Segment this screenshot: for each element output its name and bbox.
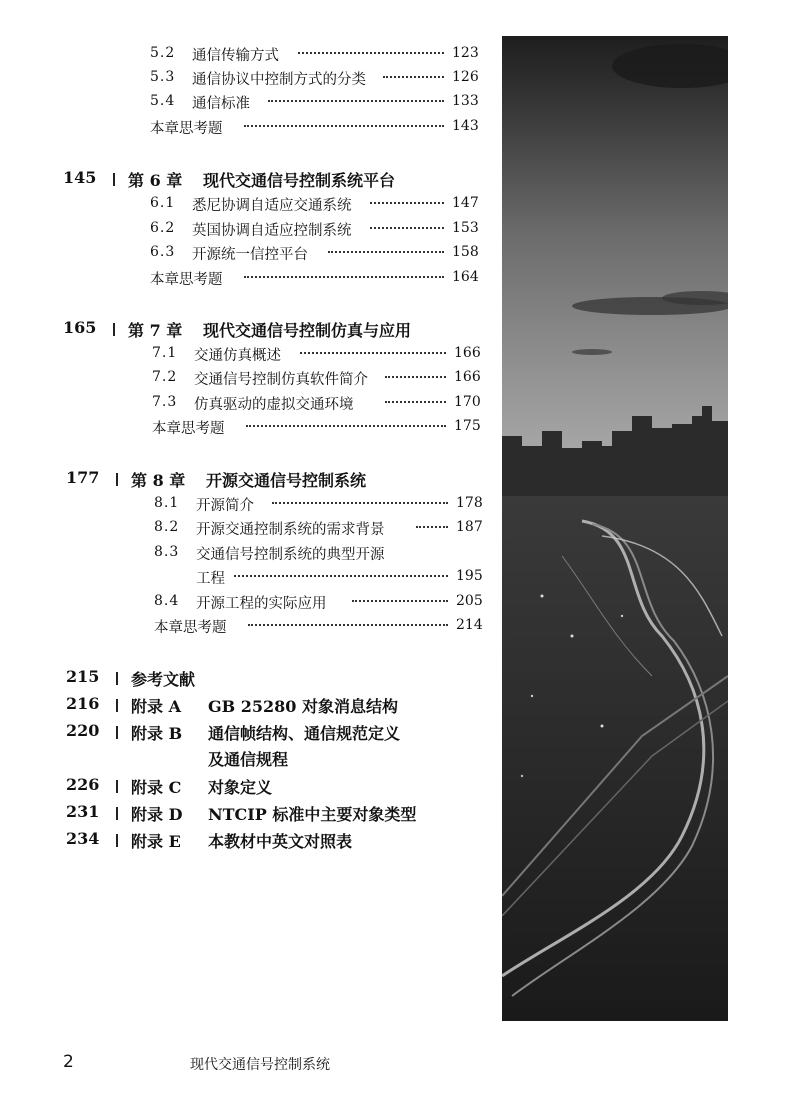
separator-bar (116, 726, 118, 739)
page-number: 175 (454, 418, 481, 434)
toc-review-ch8[interactable] (0, 615, 500, 639)
appendix-title: 对象定义 (208, 778, 273, 797)
review-title: 本章思考题 (152, 421, 225, 437)
chapter-page-number: 220 (66, 721, 100, 740)
chapter-page-number: 215 (66, 667, 100, 686)
section-number: 5.3 (150, 69, 176, 85)
toc-item-7-3[interactable] (0, 392, 500, 416)
separator-bar (116, 780, 118, 793)
page-number: 147 (452, 195, 479, 211)
toc-item-6-3[interactable] (0, 242, 500, 266)
section-title: 仿真驱动的虚拟交通环境 (194, 397, 354, 413)
dot-leader (385, 376, 446, 378)
section-title: 通信标准 (192, 96, 250, 112)
dot-leader (300, 352, 446, 354)
section-title: 交通仿真概述 (194, 348, 281, 364)
dot-leader (385, 401, 446, 403)
chapter-page-number: 177 (66, 468, 100, 487)
appendix-label: 附录 A (131, 697, 181, 716)
section-number: 6.3 (150, 244, 176, 260)
section-title: 交通信号控制仿真软件简介 (194, 372, 368, 388)
page-number: 214 (456, 617, 483, 633)
appendix-title: 通信帧结构、通信规范定义 (208, 724, 401, 743)
page-number: 178 (456, 495, 483, 511)
footer-book-title: 现代交通信号控制系统 (190, 1057, 330, 1073)
toc-appendix-e[interactable] (0, 829, 500, 853)
dot-leader (244, 276, 444, 278)
dot-leader (328, 251, 444, 253)
toc-appendix-c[interactable] (0, 775, 500, 799)
appendix-label: 附录 B (131, 724, 183, 743)
page-number: 123 (452, 45, 479, 61)
appendix-title: NTCIP 标准中主要对象类型 (208, 805, 417, 824)
section-number: 5.2 (150, 45, 176, 61)
dot-leader (298, 52, 444, 54)
dot-leader (370, 227, 444, 229)
section-title: 悉尼协调自适应交通系统 (192, 198, 352, 214)
page-number: 133 (452, 93, 479, 109)
section-number: 5.4 (150, 93, 176, 109)
chapter-page-number: 216 (66, 694, 100, 713)
section-title-cont: 工程 (196, 571, 225, 587)
chapter-label: 第 6 章 (128, 171, 183, 190)
dot-leader (268, 100, 444, 102)
chapter-page-number: 145 (63, 168, 97, 187)
toc-item-7-1[interactable] (0, 343, 500, 367)
separator-bar (116, 473, 118, 486)
review-title: 本章思考题 (154, 620, 227, 636)
dot-leader (246, 425, 446, 427)
toc-appendix-b-cont[interactable] (0, 747, 500, 771)
toc-item-5-4[interactable] (0, 91, 500, 115)
toc-item-5-3[interactable] (0, 67, 500, 91)
page-number: 166 (454, 369, 481, 385)
page-number: 126 (452, 69, 479, 85)
toc-item-8-3[interactable] (0, 542, 500, 566)
section-number: 8.1 (154, 495, 180, 511)
toc-references[interactable] (0, 667, 500, 691)
separator-bar (116, 834, 118, 847)
section-title: 开源交通控制系统的需求背景 (196, 522, 385, 538)
toc-chapter-8[interactable] (0, 468, 500, 492)
separator-bar (113, 173, 115, 186)
chapter-title: 开源交通信号控制系统 (206, 471, 367, 490)
chapter-title: 现代交通信号控制仿真与应用 (203, 321, 412, 340)
toc-review-ch5[interactable] (0, 116, 500, 140)
separator-bar (116, 672, 118, 685)
toc-item-8-3-cont[interactable] (0, 566, 500, 590)
chapter-page-number: 231 (66, 802, 100, 821)
separator-bar (113, 323, 115, 336)
dot-leader (370, 202, 444, 204)
toc-appendix-d[interactable] (0, 802, 500, 826)
toc-item-7-2[interactable] (0, 367, 500, 391)
review-title: 本章思考题 (150, 272, 223, 288)
page-number: 195 (456, 568, 483, 584)
page-number: 164 (452, 269, 479, 285)
toc-item-6-2[interactable] (0, 218, 500, 242)
section-number: 8.3 (154, 544, 180, 560)
dot-leader (416, 526, 448, 528)
page-number: 153 (452, 220, 479, 236)
section-title: 开源工程的实际应用 (196, 596, 327, 612)
page-number: 170 (454, 394, 481, 410)
dot-leader (248, 624, 448, 626)
toc-item-5-2[interactable] (0, 43, 500, 67)
appendix-title: 本教材中英文对照表 (208, 832, 353, 851)
section-number: 7.1 (152, 345, 178, 361)
section-number: 8.4 (154, 593, 180, 609)
appendix-label: 附录 C (131, 778, 182, 797)
chapter-title: 现代交通信号控制系统平台 (203, 171, 396, 190)
toc-item-6-1[interactable] (0, 193, 500, 217)
page-number: 205 (456, 593, 483, 609)
section-title: 通信传输方式 (192, 48, 279, 64)
section-title: 英国协调自适应控制系统 (192, 223, 352, 239)
toc-appendix-a[interactable] (0, 694, 500, 718)
chapter-page-number: 234 (66, 829, 100, 848)
section-number: 7.2 (152, 369, 178, 385)
review-title: 本章思考题 (150, 121, 223, 137)
toc-item-8-4[interactable] (0, 591, 500, 615)
section-number: 7.3 (152, 394, 178, 410)
chapter-page-number: 165 (63, 318, 97, 337)
section-number: 6.1 (150, 195, 176, 211)
dot-leader (352, 600, 448, 602)
dot-leader (234, 575, 448, 577)
page-number: 143 (452, 118, 479, 134)
dot-leader (272, 502, 448, 504)
section-number: 8.2 (154, 519, 180, 535)
appendix-label: 附录 E (131, 832, 181, 851)
references-title: 参考文献 (131, 670, 196, 689)
section-title: 开源统一信控平台 (192, 247, 308, 263)
page-number: 187 (456, 519, 483, 535)
toc-item-8-2[interactable] (0, 517, 500, 541)
section-number: 6.2 (150, 220, 176, 236)
appendix-title: GB 25280 对象消息结构 (208, 697, 398, 716)
city-highway-photo (502, 36, 728, 1021)
toc-chapter-6[interactable] (0, 168, 500, 192)
toc-review-ch6[interactable] (0, 267, 500, 291)
chapter-label: 第 8 章 (131, 471, 186, 490)
section-title: 交通信号控制系统的典型开源 (196, 547, 385, 563)
separator-bar (116, 699, 118, 712)
dot-leader (383, 76, 444, 78)
footer-page-number: 2 (63, 1052, 74, 1072)
separator-bar (116, 807, 118, 820)
section-title: 开源简介 (196, 498, 254, 514)
toc-review-ch7[interactable] (0, 416, 500, 440)
dot-leader (244, 125, 444, 127)
toc-appendix-b[interactable] (0, 721, 500, 745)
toc-item-8-1[interactable] (0, 493, 500, 517)
section-title: 通信协议中控制方式的分类 (192, 72, 366, 88)
chapter-page-number: 226 (66, 775, 100, 794)
toc-chapter-7[interactable] (0, 318, 500, 342)
chapter-label: 第 7 章 (128, 321, 183, 340)
appendix-title-cont: 及通信规程 (208, 750, 289, 769)
appendix-label: 附录 D (131, 805, 183, 824)
page-number: 166 (454, 345, 481, 361)
page-number: 158 (452, 244, 479, 260)
